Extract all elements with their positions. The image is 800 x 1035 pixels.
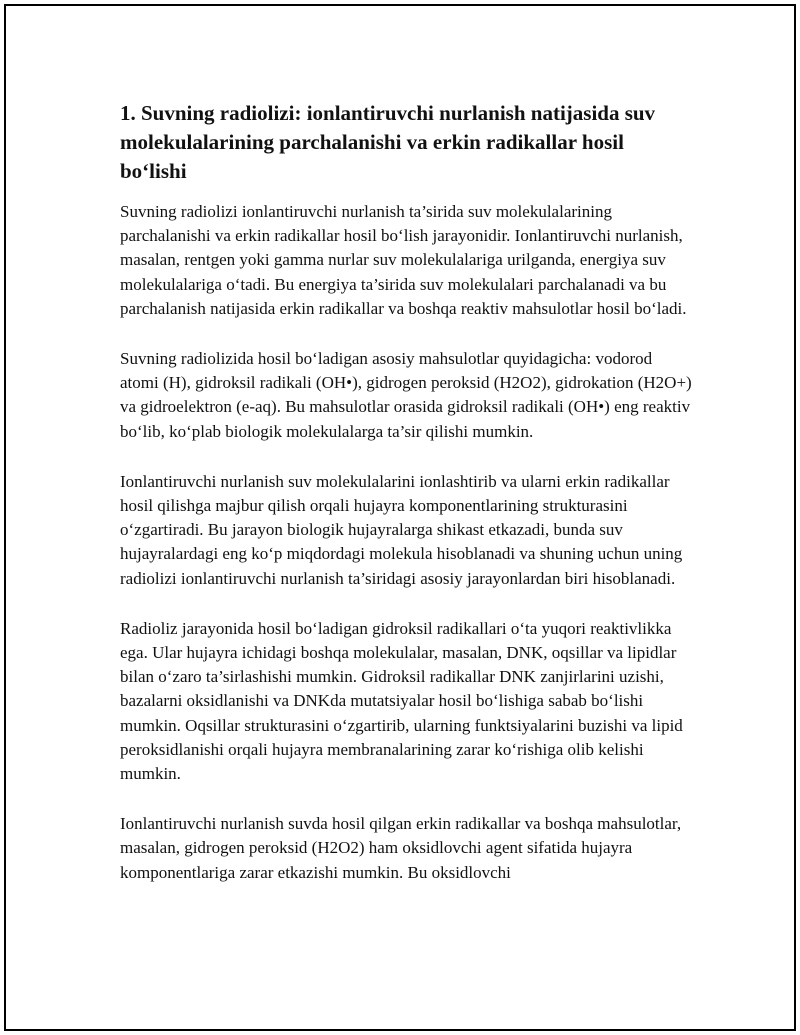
paragraph-1: Suvning radiolizi ionlantiruvchi nurlanish ta’sirida suv molekulalarining parchalanishi va erkin radikallar hosil bo‘lish jarayonidir. Ionlantiruvchi nurlanish, masalan, rentgen yoki gamma nurlar suv molekulalariga urilganda, energiya suv molekulalariga o‘tadi. Bu energiya ta’sirida suv molekulalari parchalanadi va bu parchalanish natijasida erkin radikallar va boshqa reaktiv mahsulotlar hosil bo‘ladi. <box>120 202 687 318</box>
page-frame <box>4 4 796 1031</box>
paragraph-4: Radioliz jarayonida hosil bo‘ladigan gidroksil radikallari o‘ta yuqori reaktivlikka ega. Ular hujayra ichidagi boshqa molekulalar, masalan, DNK, oqsillar va lipidlar bilan o‘zaro ta’sirlashishi mumkin. Gidroksil radikallar DNK zanjirlarini uzishi, bazalarni oksidlanishi va DNKda mutatsiyalar hosil bo‘lishiga sabab bo‘lishi mumkin. Oqsillar strukturasini o‘zgartirib, ularning funktsiyalarini buzishi va lipid peroksidlanishi orqali hujayra membranalarining zarar ko‘rishiga olib kelishi mumkin. <box>120 618 683 784</box>
section-heading: 1. Suvning radiolizi: ionlantiruvchi nurlanish natijasida suv molekulalarining parchalanishi va erkin radikallar hosil bo‘lishi <box>120 101 656 183</box>
paragraph-5: Ionlantiruvchi nurlanish suvda hosil qilgan erkin radikallar va boshqa mahsulotlar, masalan, gidrogen peroksid (H2O2) ham oksidlovchi agent sifatida hujayra komponentlariga zarar etkazishi mumkin. Bu oksidlovchi <box>120 814 682 882</box>
paragraph-3: Ionlantiruvchi nurlanish suv molekulalarini ionlashtirib va ularni erkin radikallar hosil qilishga majbur qilish orqali hujayra komponentlarining strukturasini o‘zgartiradi. Bu jarayon biologik hujayralarga shikast etkazadi, bunda suv hujayralardagi eng ko‘p miqdordagi molekula hisoblanadi va shuning uchun uning radiolizi ionlantiruvchi nurlanish ta’siridagi asosiy jarayonlardan biri hisoblanadi. <box>120 471 683 588</box>
paragraph-2: Suvning radiolizida hosil bo‘ladigan asosiy mahsulotlar quyidagicha: vodorod atomi (H), gidroksil radikali (OH•), gidrogen peroksid (H2O2), gidrokation (H2O+) va gidroelektron (e-aq). Bu mahsulotlar orasida gidroksil radikali (OH•) eng reaktiv bo‘lib, ko‘plab biologik molekulalarga ta’sir qilishi mumkin. <box>120 349 692 441</box>
document-body <box>120 99 692 911</box>
